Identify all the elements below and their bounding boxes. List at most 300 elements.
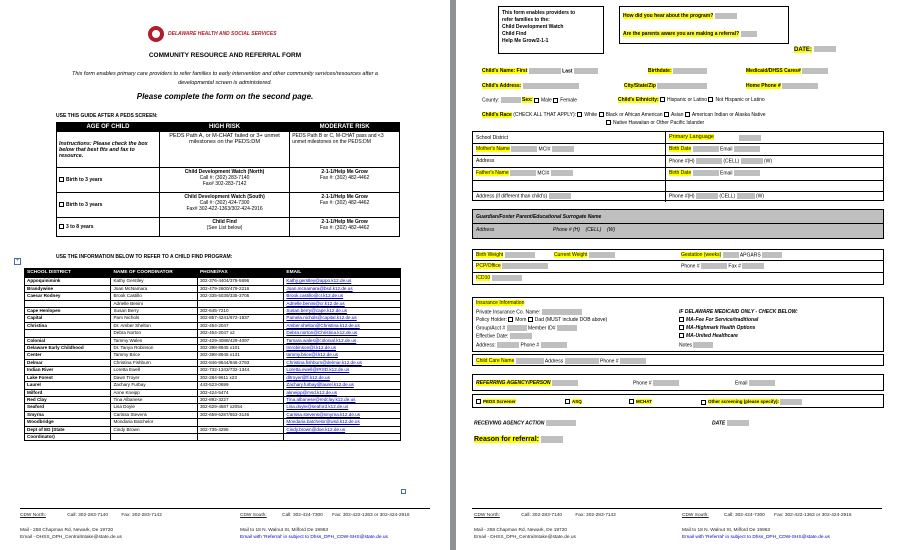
child-care-address-field[interactable] [565,358,599,364]
table-row [25,419,401,426]
footer-north-mail: Mail - 258 Chapman Rd, Newark, De 19720 [20,528,114,533]
email-cell[interactable]: Lisa.doyle@seaford.k12.de.us [284,404,401,411]
mco-checkbox[interactable] [679,325,684,330]
district-cell: Center [25,352,111,359]
district-cell: Cape Henlopen [25,308,111,315]
father-phone-field[interactable] [696,193,718,199]
childs-name-label: Child's Name: First [482,68,528,75]
age-checkbox[interactable] [59,224,64,229]
member-id-field[interactable] [557,325,577,331]
table-row [25,374,401,381]
county-label: County: [482,97,500,104]
pcp-phone-field[interactable] [701,263,727,269]
age-label: 3 to 8 years [66,224,94,230]
footer-south-call: Call: 302-424-7300 [282,513,323,518]
footer-south-fax: Fax: 302-422-1363 or 302-424-2916 [774,513,852,518]
notes-field[interactable] [693,342,713,348]
table-row [25,404,401,411]
resource-name: Child Find [212,219,237,225]
phone-label: Phone # [681,263,700,270]
birth-date-label: Birth Date [669,146,692,153]
cell-label: (CELL) [585,227,602,233]
address-diff-label: Address (if different than child's) [476,193,548,200]
instructions-box [498,6,604,54]
medical-section [472,249,884,285]
table-row [25,433,401,440]
high-risk-cell [159,168,289,193]
phone-cell: 302-479-2600/479-2216 [197,285,283,292]
footer-south-label: CDW South: [682,513,709,518]
guardian-phones [553,227,615,233]
race-checkbox[interactable] [685,112,690,117]
table-row [25,315,401,322]
address-field[interactable] [523,83,579,89]
phone-cell: 302-659-6287/653-3146 [197,411,283,418]
referring-phone-field[interactable] [653,380,679,386]
district-cell: Red Clay [25,396,111,403]
district-cell: Appoquinimink [25,278,111,285]
mco-option: MA-Highmark Health Options [686,325,756,331]
coordinator-cell: Tina Albanese [111,396,197,403]
email-cell[interactable]: Susan.berry@cape.k12.de.us [284,308,401,315]
resource-fax: Fax #: (302) 482-4462 [319,200,370,206]
phone-cell: 443-523-0699 [197,382,283,389]
phone-cell: 302-846-9544/846-2793 [197,359,283,366]
race-checkbox[interactable] [664,112,669,117]
not-hispanic-label: Not Hispanic or Latino [715,97,765,103]
high-risk-cell [159,193,289,218]
birthdate-label: Birthdate: [648,68,672,75]
screen-checkbox[interactable] [629,399,634,404]
guardian-phone-label: Phone # (H) [553,227,580,233]
sex-label: Sex: [522,97,533,104]
first-name-field[interactable] [529,68,561,74]
footer-south-fax: Fax: 302-422-1363 or 302-424-2916 [332,513,410,518]
coordinator-cell: Zachary Furbay [111,382,197,389]
resource-name: Child Development Watch (South) [184,194,265,200]
age-label: Birth to 3 years [66,202,103,208]
cf-header: EMAIL [284,269,401,278]
mothers-name-field[interactable] [511,146,537,152]
mci-field[interactable] [552,146,574,152]
district-cell [25,300,111,307]
race-option: White [584,112,598,118]
cell-label: (CELL) [719,193,736,200]
cf-header: NAME OF COORDINATOR [111,269,197,278]
phone-h-field[interactable] [696,158,722,164]
district-cell: Brandywine [25,285,111,292]
district-cell: Milford [25,389,111,396]
ins-address-field[interactable] [497,342,519,348]
email-label: Email [720,146,733,153]
mom-checkbox[interactable] [508,317,513,322]
cell-label: (CELL) [723,158,740,165]
insurance-label: Insurance Information [476,300,525,306]
district-cell: Christina [25,322,111,329]
mco-checkbox[interactable] [679,317,684,322]
logo-text: DELAWARE HEALTH AND SOCIAL SERVICES [168,31,277,37]
referral-questions-box [619,6,789,44]
phone-h-label: Phone #(H) [669,193,695,200]
language-field[interactable] [739,135,761,141]
resource-name: 2-1-1/Help Me Grow [321,194,368,200]
district-cell: Coordinator) [25,433,111,440]
email-cell[interactable]: Tamara.wales@colonial.k12.de.us [284,337,401,344]
peds-row [57,218,160,237]
race-checkbox[interactable] [599,112,604,117]
district-cell: Woodbridge [25,419,111,426]
birth-date-label: Birth Date [669,170,692,177]
hispanic-label: Hispanic or Latino [667,97,708,103]
footer-north-label: CDW North: [20,513,46,518]
mother-dob-field[interactable] [693,146,719,152]
table-row [25,359,401,366]
icd10-label: ICD10 [476,275,491,282]
footer-divider [472,508,882,509]
last-label: Last [562,68,573,75]
district-cell: Seaford [25,404,111,411]
screen-option: PEDS Screener [483,399,516,404]
father-address-field[interactable] [549,193,571,199]
coordinator-cell: Cindy Brown [111,426,197,433]
footer-south-call: Call: 302-424-7300 [724,513,765,518]
child-care-field[interactable] [516,358,544,364]
coordinator-cell: Tammy Brice [111,352,197,359]
female-label: Female [560,97,577,104]
footer-north-call: Call: 302-283-7140 [67,513,109,518]
female-checkbox[interactable] [553,98,558,103]
childs-address-label: Child's Address: [482,83,522,90]
phone-cell: 302-645-7210 [197,308,283,315]
mothers-name-label: Mother's Name [476,146,510,153]
group-acct-label: Group/Acct # [476,325,506,332]
guardian-section [472,209,884,239]
phone-cell: 302-732-1343/732-1344 [197,367,283,374]
coordinator-cell: Christina Fishburn [111,359,197,366]
pcp-fax-field[interactable] [742,263,764,269]
mco-option: MA-Fee For Service/traditional [686,317,759,323]
group-field[interactable] [507,325,527,331]
district-cell: Indian River [25,367,111,374]
phone-label: Phone # [600,358,619,365]
child-find-heading: USE THE INFORMATION BELOW TO REFER TO A CHILD FIND PROGRAM: [56,254,233,260]
address-label: Address [544,358,564,365]
email-cell[interactable]: akneipp@msd.k12.de.us [284,389,401,396]
race-checkbox[interactable] [577,112,582,117]
instructions-line: refer families to the: [502,17,550,23]
dhss-seal-icon [148,26,164,42]
screen-option: ASQ [572,399,582,404]
screen-checkbox[interactable] [701,400,706,405]
male-checkbox[interactable] [534,98,539,103]
table-row [25,308,401,315]
email-cell[interactable]: Zachary.furbay@laurel.k12.de.us [284,382,401,389]
high-risk-desc: PEDS Path A, or M-CHAT failed or 3+ unmet milestones on the PEDS:DM [159,132,289,168]
apgars-label: APGARS [739,252,761,259]
peds-instructions: Instructions: Please check the box below that best fits and fax to resource. [57,132,160,168]
school-district-label: School District [476,135,508,141]
race-checkbox[interactable] [606,120,611,125]
home-phone-field[interactable] [782,83,818,89]
phone-cell: 302-335-5039/335-3705 [197,293,283,300]
table-row [25,396,401,403]
resource-fax: Fax #: (302) 482-4462 [319,175,370,181]
footer-north-call: Call: 302-283-7140 [521,513,563,518]
child-care-row [472,354,884,366]
phone-cell: 302-424-5474 [197,389,283,396]
table-resize-handle[interactable] [401,489,406,494]
coordinator-cell: Adrielle Benini [111,300,197,307]
notes-label: Notes [679,342,693,349]
cf-header: PHONE/FAX [197,269,283,278]
table-row [25,389,401,396]
email-cell[interactable]: Christina.fishburn@delmar.k12.de.us [284,359,401,366]
table-row [25,367,401,374]
coordinator-cell: Joan McNamara [111,285,197,292]
district-cell [25,330,111,337]
birth-weight-label: Birth Weight [476,252,504,259]
effective-date-field[interactable] [510,333,532,339]
mother-email-field[interactable] [734,146,760,152]
table-row [25,278,401,285]
fathers-name-label: Father's Name [476,170,509,177]
current-weight-label: Current Weight [553,252,588,259]
referring-agency-label: REFERRING AGENCY/PERSON [476,380,551,387]
reason-referral-field[interactable] [541,436,563,443]
last-name-field[interactable] [574,68,598,74]
resource-call: Call #: (302) 424-7300 [199,200,250,206]
moderate-risk-cell [290,193,400,218]
child-care-label: Child Care Name [476,358,515,365]
insurance-section [472,297,884,352]
phone-cell: 302-892-3227 [197,396,283,403]
referring-agency-field[interactable] [552,380,578,386]
table-row [25,411,401,418]
ins-address-label: Address: [476,342,496,349]
footer-south-mail: Mail to 18 N. Walnut St, Milford De 19963 [682,528,771,533]
hispanic-checkbox[interactable] [660,97,665,102]
peds-row [57,168,160,193]
coordinator-cell: Lisa Doyle [111,404,197,411]
email-cell[interactable]: Brook.castillo@cr.k12.de.us [284,293,401,300]
q-hear-label: How did you hear about the program? [623,13,714,20]
resource-fax: Fax# 302-422-1363/302-424-2916 [186,206,263,212]
city-field[interactable] [657,83,707,89]
coordinator-cell: Debra Norton [111,330,197,337]
mco-option: MA-United Healthcare [686,333,738,339]
footer-north-email[interactable]: Email - DHSS_DPH_CentralIntake@state.de.us [474,535,576,540]
fathers-name-field[interactable] [510,170,536,176]
coordinator-cell [111,433,197,440]
table-move-handle-icon[interactable]: + [15,258,20,264]
medicaid-field[interactable] [802,68,828,74]
primary-language-label: Primary Language [669,134,714,140]
race-option: American Indian or Alaska Native [691,112,766,118]
email-cell[interactable]: Pamela.nichols@capital.k12.de.us [284,315,401,322]
age-checkbox[interactable] [59,177,64,182]
receiving-agency-field[interactable] [546,420,576,426]
father-cell-field[interactable] [737,193,755,199]
other-screening-field[interactable] [780,399,802,405]
hear-field[interactable] [715,13,737,19]
current-weight-field[interactable] [589,252,615,258]
policy-holder-label: Policy Holder: [476,317,507,323]
table-row [25,330,401,337]
referring-agency-row [472,374,884,391]
screen-checkbox[interactable] [476,399,481,404]
coordinator-cell: Dr. Amber Shelton [111,322,197,329]
phone-cell: 302-629-4587 x2054 [197,404,283,411]
coordinator-cell: Anne Kneipp [111,389,197,396]
male-label: Male [540,97,552,104]
footer-south-email[interactable]: Email with 'Referral' in subject to Dhss_DPH_CDW-SHS@state.de.us [240,535,388,540]
receiving-date-field[interactable] [727,420,749,426]
peds-row [57,193,160,218]
ins-phone-field[interactable] [541,342,567,348]
resource-call: Call #: (302) 283-7140 [199,175,250,181]
county-field[interactable] [501,97,521,103]
date-field[interactable] [814,46,836,52]
private-insurance-label: Private Insurance Co. Name: [476,309,541,316]
footer-south-email[interactable]: Email with 'Referral' in subject to Dhss_DPH_CDW-SHS@state.de.us [682,535,830,540]
coordinator-cell: Dr. Tanya Robinson [111,345,197,352]
phone-label: Phone # [633,380,652,387]
race-option: Native Hawaiian or Other Pacific Islander [613,120,705,126]
screen-option: MCHAT [636,399,652,404]
email-cell[interactable]: Debra.norton@Christina.k12.de.us [284,330,401,337]
mother-address-label: Address [476,158,495,164]
email-cell[interactable]: tammy.brice@l.k12.de.us [284,352,401,359]
email-cell[interactable]: Joan.mcnamara@bsd.k12.de.us [284,285,401,292]
moderate-risk-cell [290,168,400,193]
table-row [25,426,401,433]
email-cell[interactable]: dltroyer@lf.k12.de.us [284,374,401,381]
birth-weight-field[interactable] [505,252,535,258]
screen-option: Other screening (please specify): [708,399,780,405]
mci-label: MCI# [538,146,551,153]
guardian-label: Guardian/Foster Parent/Educational Surrogate Name [476,214,602,220]
insurance-name-field[interactable] [542,309,582,315]
email-cell[interactable]: Carissa.stevens@smyrna.k12.de.us [284,411,401,418]
gestation-label: Gestation (weeks) [681,252,722,259]
mco-checkbox[interactable] [679,333,684,338]
race-option: Asian [670,112,684,118]
email-cell[interactable]: Adrielle.benini@cr.k12.de.us [284,300,401,307]
q-aware-label: Are the parents aware you are making a referral? [623,31,740,38]
district-cell: Delaware Early Childhood [25,345,111,352]
resource-name: 2-1-1/Help Me Grow [321,169,368,175]
effective-date-label: Effective Date: [476,333,509,340]
mci-label: MCI# [537,170,550,177]
phone-cell [197,433,283,440]
footer-south [240,513,410,519]
moderate-risk-cell [290,218,400,237]
icd10-field[interactable] [492,275,522,281]
screen-checkbox[interactable] [565,399,570,404]
father-mci-field[interactable] [551,170,573,176]
email-cell[interactable]: Amber.shelton@Christina.k12.de.us [284,322,401,329]
phone-h-label: Phone #(H) [669,158,695,165]
not-hispanic-checkbox[interactable] [708,97,713,102]
footer-north-mail: Mail - 258 Chapman Rd, Newark, De 19720 [474,528,568,533]
footer-north-label: CDW North: [474,513,500,518]
resource-fax: Fax# 302-283-7142 [202,181,247,187]
footer-north-fax: Fax: 302-283-7142 [121,513,162,518]
resource-name: Child Development Watch (North) [184,169,265,175]
footer-south [682,513,882,519]
table-row [25,337,401,344]
cell-field[interactable] [741,158,763,164]
pcp-field[interactable] [502,263,548,269]
race-note: (CHECK ALL THAT APPLY): [513,112,577,118]
dad-label: Dad (MUST include DOB above) [534,317,608,323]
home-phone-label: Home Phone # [746,83,781,90]
peds-guide-heading: USE THIS GUIDE AFTER A PEDS SCREEN: [56,113,158,119]
phone-label: Phone # [520,342,540,349]
phone-cell: 302-429-4088/429-4097 [197,337,283,344]
resource-name: 2-1-1/Help Me Grow [321,219,368,225]
medicaid-only-label: IF DELAWARE MEDICAID ONLY - CHECK BELOW: [679,309,798,315]
ethnicity-label: Child's Ethnicity: [618,97,659,103]
apgars-field[interactable] [762,252,782,258]
phone-cell: 302-454-2047 x2 [197,330,283,337]
email-cell[interactable]: Mondaria.batchelor@wsd.k12.de.us [284,419,401,426]
resource-note: (See List below) [206,225,243,231]
peds-header-moderate: MODERATE RISK [290,123,400,132]
peds-header-age: AGE OF CHILD [57,123,160,132]
email-cell[interactable]: Tina.albanese@redclay.k12.de.us [284,396,401,403]
email-label: Email [720,170,733,177]
instructions-line: Child Find [502,31,527,37]
district-cell: Laurel [25,382,111,389]
district-cell: Delmar [25,359,111,366]
age-checkbox[interactable] [59,202,64,207]
email-cell[interactable]: tmrobinson@l.k12.de.us [284,345,401,352]
gestation-field[interactable] [723,252,739,258]
referring-email-field[interactable] [749,380,775,386]
coordinator-cell: Susan Berry [111,308,197,315]
aware-field[interactable] [741,31,757,37]
w-label: (W) [755,193,765,200]
guardian-address-label: Address [476,227,495,233]
email-cell[interactable]: Cindy.brown@doe.k12.de.us [284,426,401,433]
age-label: Birth to 3 years [66,177,103,183]
intro-text: This form enables primary care providers to refer families to early intervention and other community services/resources after a developmental screen is administered. [72,71,378,86]
parents-section [472,131,884,201]
phone-cell: 302-398-8945 x101 [197,345,283,352]
date-label: DATE: [794,46,812,53]
phone-cell [197,419,283,426]
mom-label: Mom [515,317,527,323]
child-care-phone-field[interactable] [620,358,646,364]
footer-north-email[interactable]: Email - DHSS_DPH_CentralIntake@state.de.us [20,535,122,540]
phone-cell: 302-454-2047 [197,322,283,329]
pcp-office-label: PCP/Office [476,263,501,270]
email-cell[interactable]: Kathy.gerstley@appo.k12.de.us [284,278,401,285]
phone-cell [197,300,283,307]
father-dob-field[interactable] [693,170,719,176]
dad-checkbox[interactable] [528,317,533,322]
phone-cell: 302-284-9611 x23 [197,374,283,381]
email-cell[interactable]: Loretta.ewell@IRSD.k12.de.us [284,367,401,374]
race-label: Child's Race [482,112,512,118]
table-row [25,345,401,352]
screening-row [472,394,884,408]
table-row [25,322,401,329]
father-email-field[interactable] [734,170,760,176]
birthdate-field[interactable] [673,68,707,74]
footer-north [20,513,162,519]
